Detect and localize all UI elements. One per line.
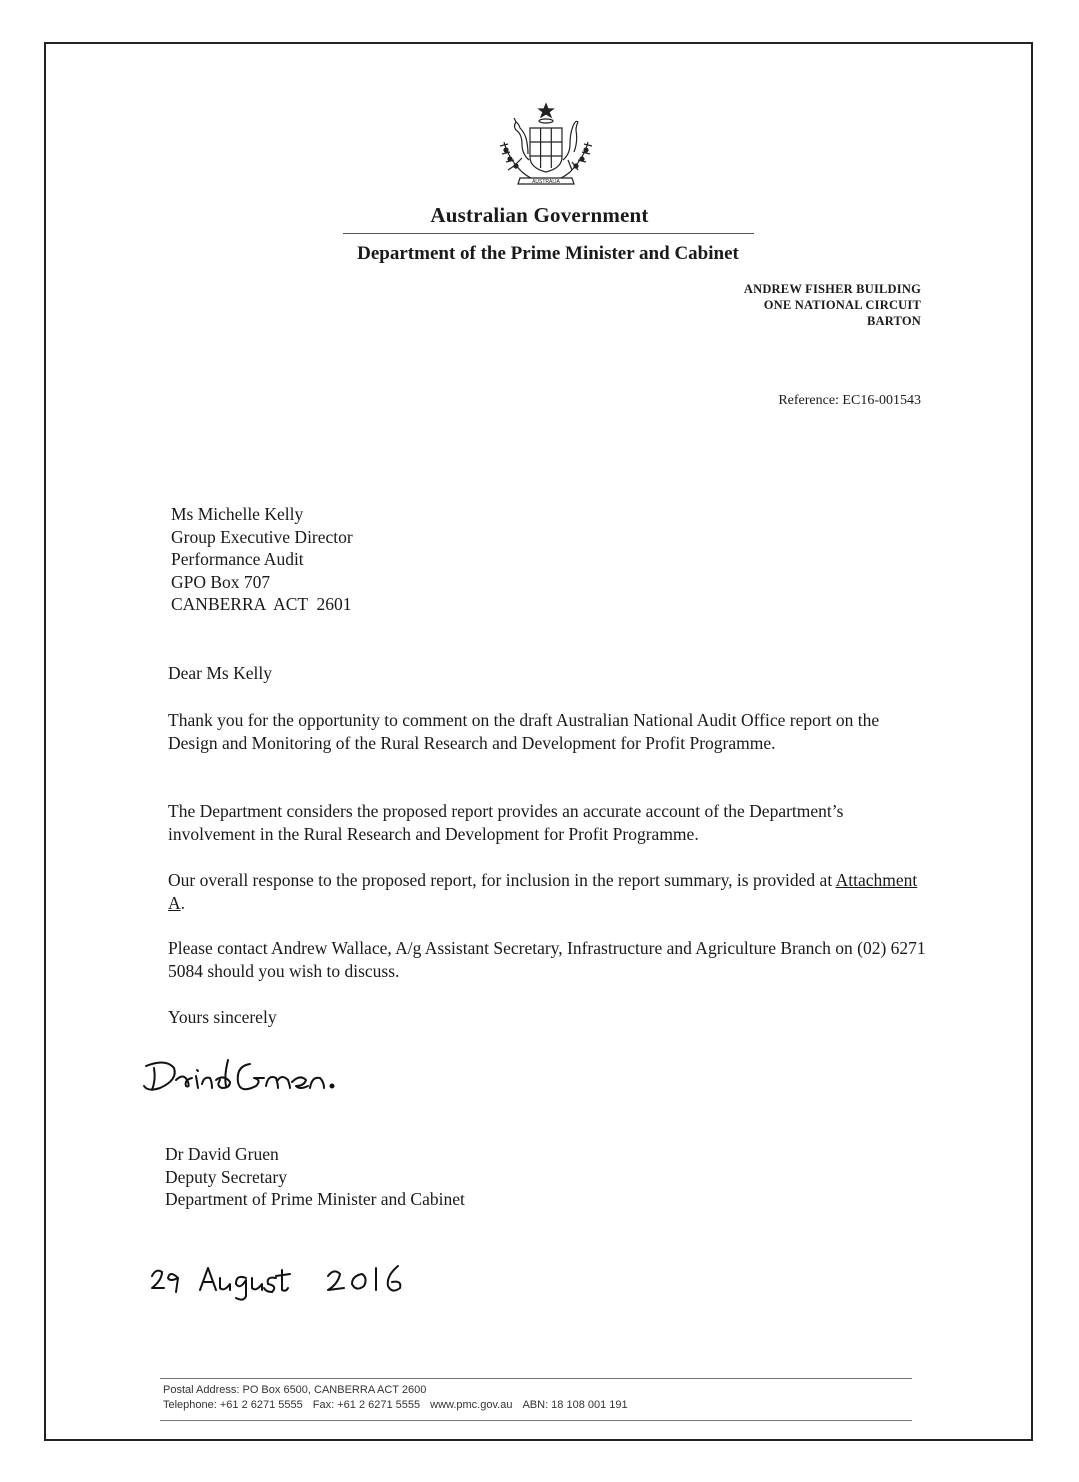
closing: Yours sincerely: [168, 1007, 277, 1027]
body-paragraph: The Department considers the proposed report provides an accurate account of the Department’s involvement in the Rural Research and Development for Profit Programme.: [168, 801, 844, 844]
reference-number: Reference: EC16-001543: [778, 393, 921, 408]
address-line: BARTON: [866, 314, 921, 328]
recipient-address: [171, 503, 353, 616]
telephone: Telephone: +61 2 6271 5555: [163, 1399, 303, 1411]
footer-divider: [160, 1378, 912, 1379]
postal-address: Postal Address: PO Box 6500, CANBERRA ACT 2600: [163, 1384, 427, 1396]
address-line: ONE NATIONAL CIRCUIT: [763, 298, 921, 312]
body-paragraph: Please contact Andrew Wallace, A/g Assistant Secretary, Infrastructure and Agriculture Branch on (02) 6271 5084 should you wish to discuss.: [168, 938, 926, 981]
body-paragraph: Thank you for the opportunity to comment on the draft Australian National Audit Office report on the Design and Monitoring of the Rural Research and Development for Profit Programme.: [168, 710, 880, 753]
footer-divider: [160, 1420, 912, 1421]
recipient-line: CANBERRA ACT 2601: [171, 594, 352, 614]
fax: Fax: +61 2 6271 5555: [312, 1399, 421, 1411]
department-title: Department of the Prime Minister and Cabinet: [357, 243, 739, 264]
government-title: Australian Government: [430, 203, 649, 227]
svg-text:AUSTRALIA: AUSTRALIA: [532, 179, 560, 185]
recipient-line: Group Executive Director: [171, 526, 353, 547]
body-paragraph: [168, 869, 928, 915]
handwritten-date: [148, 1262, 418, 1302]
coat-of-arms-icon: [486, 102, 606, 198]
letterhead-divider: [343, 233, 754, 234]
signer-block: [165, 1143, 465, 1211]
recipient-line: GPO Box 707: [171, 571, 271, 592]
department-address: [744, 281, 921, 329]
footer: [163, 1383, 628, 1413]
paragraph-text: .: [180, 893, 186, 913]
salutation: Dear Ms Kelly: [168, 663, 273, 683]
attachment-reference: Attachment A: [168, 870, 918, 913]
contact-line: [163, 1398, 628, 1413]
signer-name: Dr David Gruen: [165, 1144, 279, 1164]
signer-department: Department of Prime Minister and Cabinet: [165, 1189, 465, 1209]
address-line: ANDREW FISHER BUILDING: [743, 282, 921, 296]
signature: [140, 1050, 400, 1100]
website-link[interactable]: www.pmc.gov.au: [430, 1399, 513, 1411]
signer-title: Deputy Secretary: [165, 1166, 287, 1187]
paragraph-text: Our overall response to the proposed report, for inclusion in the report summary, is provided at: [168, 870, 836, 890]
recipient-line: Performance Audit: [171, 549, 304, 569]
recipient-line: Ms Michelle Kelly: [171, 504, 304, 524]
abn: ABN: 18 108 001 191: [522, 1399, 628, 1411]
